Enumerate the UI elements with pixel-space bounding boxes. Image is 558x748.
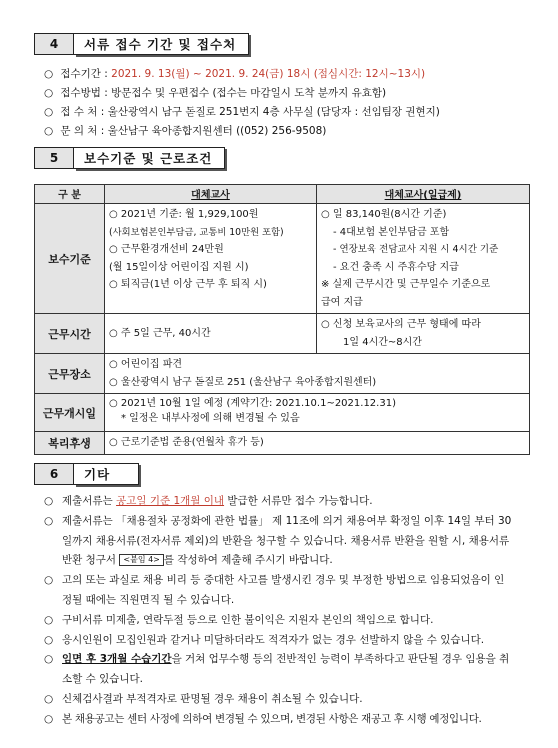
section-5-title: 보수기준 및 근로조건 — [74, 147, 225, 169]
table-row — [35, 394, 530, 432]
row-label-place: 근무장소 — [35, 354, 105, 394]
table-row — [35, 354, 530, 394]
hours-daily-cell: ○ 신청 보육교사의 근무 형태에 따라 1일 4시간~8시간 — [317, 314, 530, 354]
notes-list — [44, 492, 514, 730]
list-item: ○ 본 채용공고는 센터 사정에 의하여 변경될 수 있으며, 변경된 사항은 재공고 후 시행 예정입니다. — [44, 712, 482, 725]
col-header-category: 구 분 — [35, 185, 105, 204]
section-4-header — [34, 33, 249, 55]
list-item: ○ 고의 또는 과실로 채용 비리 등 중대한 사고를 발생시킨 경우 및 부정한 방법으로 임용되었음이 인정될 때에는 직원면직 될 수 있습니다. — [44, 574, 505, 606]
section-6-number: 6 — [34, 463, 74, 485]
row-label-start-date: 근무개시일 — [35, 394, 105, 432]
deadline-highlight: 공고일 기준 1개월 이내 — [116, 495, 225, 507]
list-item: ○ 신체검사결과 부적격자로 판명될 경우 채용이 취소될 수 있습니다. — [44, 692, 363, 705]
col-header-daily: 대체교사(일급제) — [317, 185, 530, 204]
start-date-cell: ○ 2021년 10월 1일 예정 (계약기간: 2021.10.1~2021.12.31) * 일정은 내부사정에 의해 변경될 수 있음 — [105, 394, 530, 432]
list-item: ○ 응시인원이 모집인원과 같거나 미달하더라도 적격자가 없는 경우 선발하지 않을 수 있습니다. — [44, 633, 485, 646]
pay-daily-cell: ○ 일 83,140원(8시간 기준) - 4대보험 본인부담금 포함 - 연장보육 전담교사 지원 시 4시간 기준 - 요건 충족 시 주휴수당 지급 ※ 실제 근무시간 및 근무일수 기준으로 급여 지급 — [317, 204, 530, 314]
pay-substitute-cell: ○ 2021년 기준: 월 1,929,100원 (사회보험본인부담금, 교통비 10만원 포함) ○ 근무환경개선비 24만원 (월 15일이상 어린이집 지원 시) ○ 퇴직금(1년 이상 근무 후 퇴직 시) — [105, 204, 317, 314]
application-period: 2021. 9. 13(월) ~ 2021. 9. 24(금) 18시 (점심시간: 12시~13시) — [111, 68, 426, 80]
list-item: ○ 접수방법 : 방문접수 및 우편접수 (접수는 마감일시 도착 분까지 유효함) — [44, 87, 387, 99]
section-5-header — [34, 147, 225, 169]
list-item: ○ 제출서류는 공고일 기준 1개월 이내 발급한 서류만 접수 가능합니다. — [44, 495, 373, 507]
section-5-number: 5 — [34, 147, 74, 169]
list-item: ○ 문 의 처 : 울산남구 육아종합지원센터 ((052) 256-9508) — [44, 125, 327, 137]
welfare-cell: ○ 근로기준법 준용(연월차 휴가 등) — [105, 432, 530, 455]
section-4-list — [44, 65, 544, 141]
section-4-number: 4 — [34, 33, 74, 55]
table-row — [35, 432, 530, 455]
attachment-tag: <붙임 4> — [119, 554, 164, 566]
hours-substitute-cell: ○ 주 5일 근무, 40시간 — [105, 314, 317, 354]
row-label-welfare: 복리후생 — [35, 432, 105, 455]
list-item: ○ 제출서류는 「채용절차 공정화에 관한 법률」 제 11조에 의거 채용여부 확정일 이후 14일 부터 30일까지 채용서류(전자서류 제외)의 반환을 청구할 수 있습니다. 채용서류 반환을 원할 시, 채용서류 반환 청구서 <붙임 4> 를 작성하여 제출해 주시기 바랍니다. — [44, 514, 512, 567]
list-item: ○ 임면 후 3개월 수습기간을 거쳐 업무수행 등의 전반적인 능력이 부족하다고 판단될 경우 임용을 취소할 수 있습니다. — [44, 653, 510, 686]
section-6-title: 기타 — [74, 463, 139, 485]
section-6-header — [34, 463, 139, 485]
table-row — [35, 204, 530, 314]
col-header-substitute: 대체교사 — [105, 185, 317, 204]
list-item: ○ 구비서류 미제출, 연락두절 등으로 인한 불이익은 지원자 본인의 책임으로 합니다. — [44, 613, 434, 626]
place-cell: ○ 어린이집 파견 ○ 울산광역시 남구 돋질로 251 (울산남구 육아종합지원센터) — [105, 354, 530, 394]
table-row — [35, 314, 530, 354]
row-label-hours: 근무시간 — [35, 314, 105, 354]
list-item: ○ 접수기간 : 2021. 9. 13(월) ~ 2021. 9. 24(금) 18시 (점심시간: 12시~13시) — [44, 68, 426, 80]
section-4-title: 서류 접수 기간 및 접수처 — [74, 33, 249, 55]
pay-conditions-table — [34, 184, 530, 455]
probation-highlight: 임면 후 3개월 수습기간 — [62, 653, 172, 666]
table-header-row — [35, 185, 530, 204]
row-label-pay: 보수기준 — [35, 204, 105, 314]
list-item: ○ 접 수 처 : 울산광역시 남구 돋질로 251번지 4층 사무실 (담당자 : 선임팀장 권현지) — [44, 106, 440, 118]
